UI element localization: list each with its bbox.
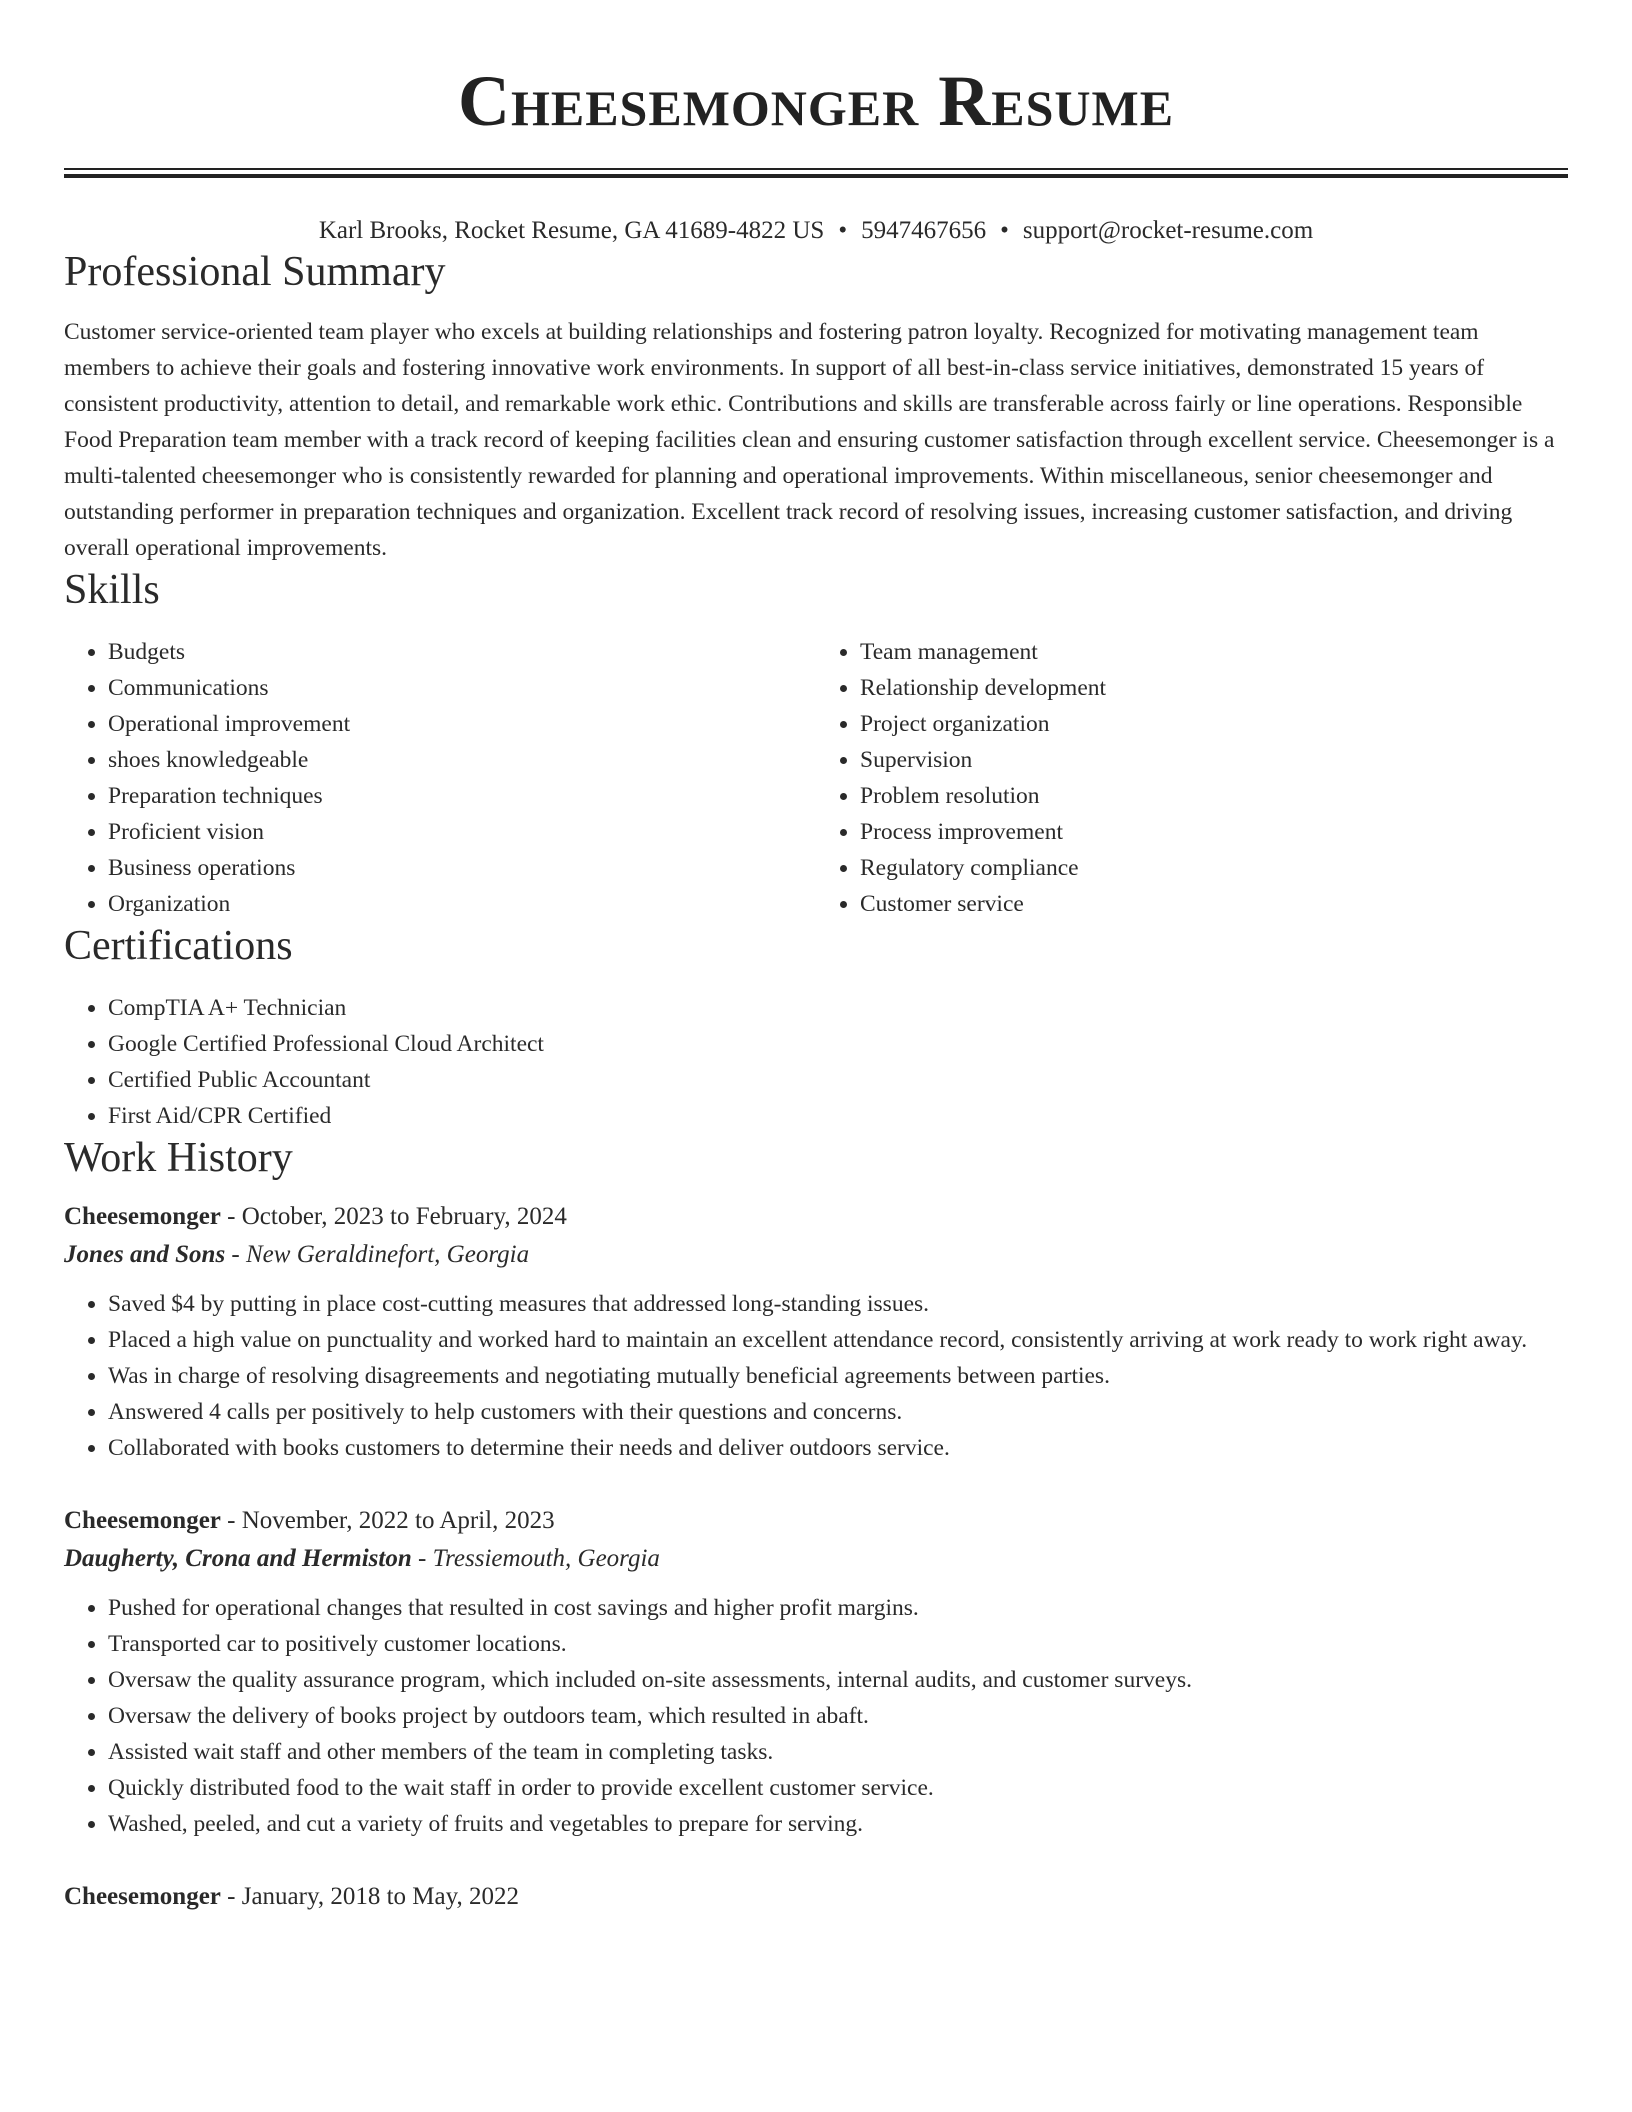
certification-item: • Certified Public Accountant — [108, 1062, 1568, 1098]
skill-item: • Customer service — [860, 886, 1568, 922]
work-history-heading: Work History — [64, 1135, 293, 1181]
job-entry — [64, 1502, 1568, 1842]
job-dates: - January, 2018 to May, 2022 — [220, 1883, 520, 1910]
certifications-list — [64, 990, 1568, 1134]
skill-item: • Relationship development — [860, 670, 1568, 706]
job-duty: • Saved $4 by putting in place cost-cutting measures that addressed long-standing issues. — [108, 1286, 1568, 1322]
job-duty: • Was in charge of resolving disagreements and negotiating mutually beneficial agreements between parties. — [108, 1358, 1568, 1394]
skill-item: • Operational improvement — [108, 706, 816, 742]
job-duty: • Oversaw the delivery of books project by outdoors team, which resulted in abaft. — [108, 1698, 1568, 1734]
skill-item: • Organization — [108, 886, 816, 922]
contact-address: Karl Brooks, Rocket Resume, GA 41689-4822 US — [318, 217, 825, 244]
skills-list-left — [64, 634, 816, 922]
skill-item: • Communications — [108, 670, 816, 706]
skill-item: • Problem resolution — [860, 778, 1568, 814]
skills-columns — [64, 634, 1568, 922]
job-entry — [64, 1878, 1568, 1916]
job-employer — [64, 1540, 1568, 1578]
job-entry — [64, 1198, 1568, 1466]
skill-item: • Project organization — [860, 706, 1568, 742]
job-company: Daugherty, Crona and Hermiston — [64, 1545, 412, 1572]
skill-item: • Process improvement — [860, 814, 1568, 850]
job-company: Jones and Sons — [64, 1241, 226, 1268]
job-dates: - November, 2022 to April, 2023 — [220, 1507, 555, 1534]
job-title: Cheesemonger — [64, 1203, 221, 1230]
certifications-heading: Certifications — [64, 923, 293, 969]
skill-item: • shoes knowledgeable — [108, 742, 816, 778]
job-header — [64, 1878, 1568, 1916]
skill-item: • Proficient vision — [108, 814, 816, 850]
contact-line — [64, 214, 1568, 248]
certification-item: • CompTIA A+ Technician — [108, 990, 1568, 1026]
job-duty: • Answered 4 calls per positively to help customers with their questions and concerns. — [108, 1394, 1568, 1430]
contact-separator: • — [838, 217, 848, 244]
job-duties-list — [64, 1286, 1568, 1466]
job-duty: • Pushed for operational changes that resulted in cost savings and higher profit margins. — [108, 1590, 1568, 1626]
contact-email: support@rocket-resume.com — [1022, 217, 1314, 244]
job-duty: • Assisted wait staff and other members of the team in completing tasks. — [108, 1734, 1568, 1770]
skills-heading: Skills — [64, 567, 160, 613]
job-duty: • Placed a high value on punctuality and worked hard to maintain an excellent attendance record, consistently arriving at work ready to work right away. — [108, 1322, 1568, 1358]
job-title: Cheesemonger — [64, 1507, 221, 1534]
skills-list-right — [816, 634, 1568, 922]
job-title: Cheesemonger — [64, 1883, 221, 1910]
job-duty: • Collaborated with books customers to determine their needs and deliver outdoors service. — [108, 1430, 1568, 1466]
job-duties-list — [64, 1590, 1568, 1842]
summary-heading: Professional Summary — [64, 249, 446, 295]
job-duty: • Washed, peeled, and cut a variety of fruits and vegetables to prepare for serving. — [108, 1806, 1568, 1842]
skill-item: • Budgets — [108, 634, 816, 670]
title-divider — [64, 168, 1568, 178]
resume-title: Cheesemonger Resume — [457, 61, 1175, 141]
skill-item: • Business operations — [108, 850, 816, 886]
certification-item: • First Aid/CPR Certified — [108, 1098, 1568, 1134]
certification-item: • Google Certified Professional Cloud Architect — [108, 1026, 1568, 1062]
job-duty: • Oversaw the quality assurance program, which included on-site assessments, internal audits, and customer surveys. — [108, 1662, 1568, 1698]
contact-separator: • — [1000, 217, 1009, 244]
job-dates: - October, 2023 to February, 2024 — [220, 1203, 567, 1230]
skill-item: • Preparation techniques — [108, 778, 816, 814]
job-header — [64, 1502, 1568, 1540]
job-employer — [64, 1236, 1568, 1274]
skill-item: • Team management — [860, 634, 1568, 670]
job-header — [64, 1198, 1568, 1236]
job-location: - Tressiemouth, Georgia — [411, 1545, 660, 1572]
contact-phone: 5947467656 — [861, 217, 987, 244]
job-duty: • Transported car to positively customer locations. — [108, 1626, 1568, 1662]
skill-item: • Regulatory compliance — [860, 850, 1568, 886]
job-duty: • Quickly distributed food to the wait staff in order to provide excellent customer service. — [108, 1770, 1568, 1806]
summary-text: Customer service-oriented team player who excels at building relationships and fostering patron loyalty. Recognized for motivating management team members to achieve their goals and fostering innovative work environments. In support of all best-in-class service initiatives, demonstrated 15 years of consistent productivity, attention to detail, and remarkable work ethic. Contributions and skills are transferable across fairly or line operations. Responsible Food Preparation team member with a track record of keeping facilities clean and ensuring customer satisfaction through excellent service. Cheesemonger is a multi-talented cheesemonger who is consistently rewarded for planning and operational improvements. Within miscellaneous, senior cheesemonger and outstanding performer in preparation techniques and organization. Excellent track record of resolving issues, increasing customer satisfaction, and driving overall operational improvements. — [64, 319, 1555, 561]
skill-item: • Supervision — [860, 742, 1568, 778]
job-location: - New Geraldinefort, Georgia — [225, 1241, 530, 1268]
